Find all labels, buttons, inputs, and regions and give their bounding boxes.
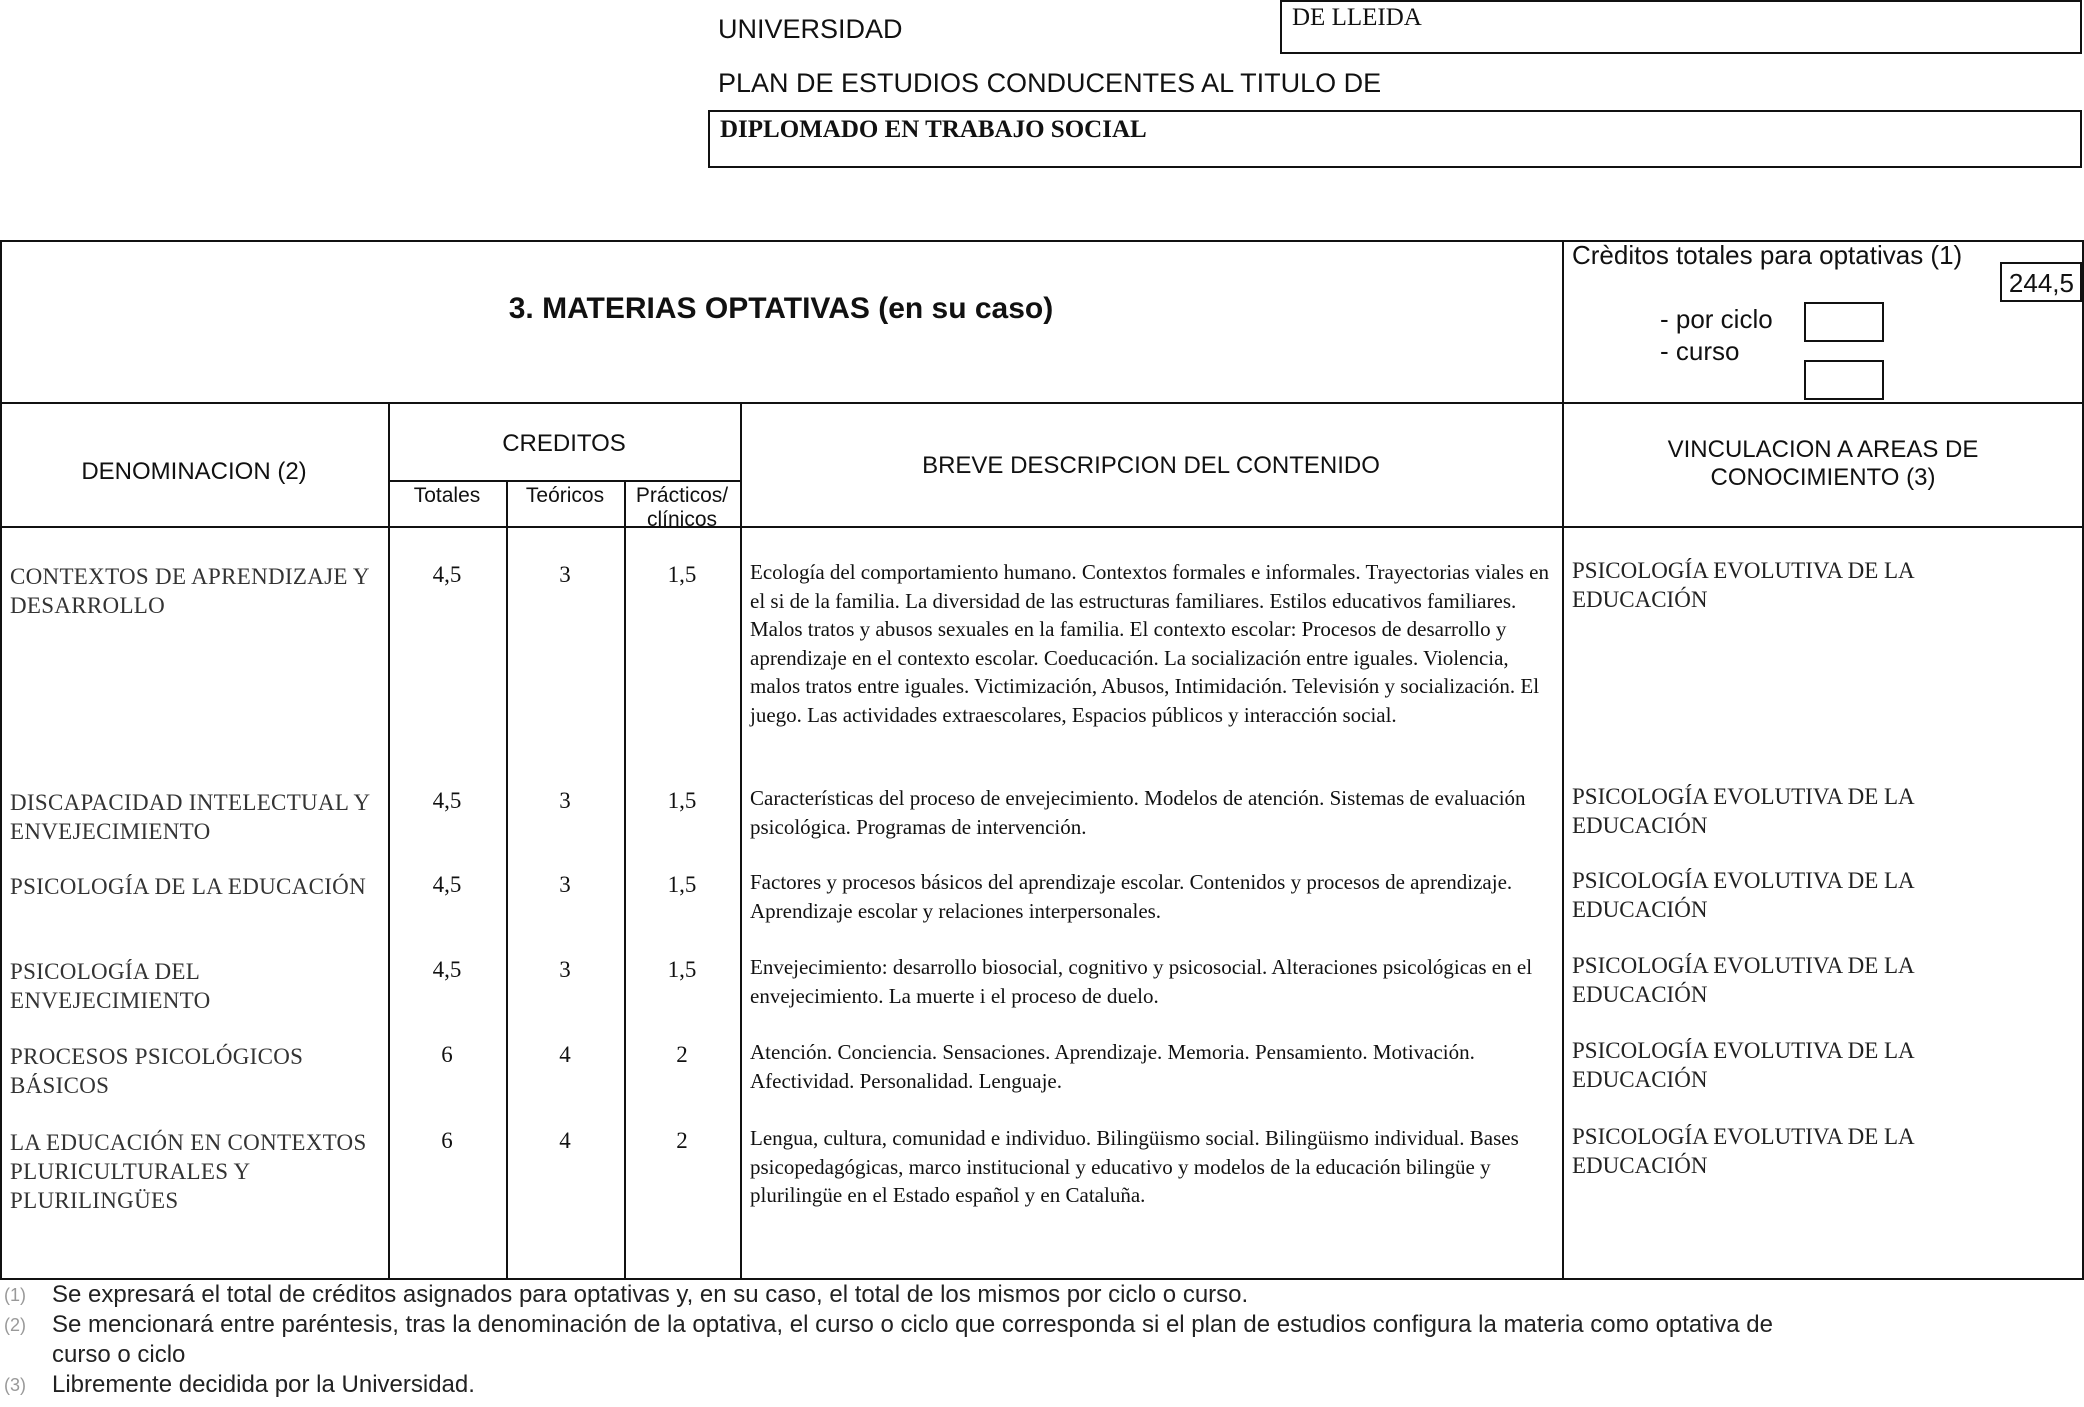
knowledge-area: PSICOLOGÍA EVOLUTIVA DE LA EDUCACIÓN [1572,558,1914,612]
credits-practicos: 1,5 [667,957,697,982]
totales-column-divider [388,402,390,1280]
header-totales: Totales [413,484,481,507]
credits-teoricos: 3 [559,788,571,813]
header-descripcion: BREVE DESCRIPCION DEL CONTENIDO [922,452,1380,479]
header-vinculacion-line1: VINCULACION A AREAS DE [1667,436,1979,463]
university-value: DE LLEIDA [1292,4,1422,31]
teoricos-column-divider [506,480,508,1280]
header-practicos-line1: Prácticos/ [635,484,729,507]
section-title: 3. MATERIAS OPTATIVAS (en su caso) [508,292,1054,325]
header-practicos-line2: clínicos [646,508,718,531]
footnote-3-mark: (3) [4,1375,26,1395]
header-vinculacion-line2: CONOCIMIENTO (3) [1710,464,1936,491]
subject-name: PSICOLOGÍA DE LA EDUCACIÓN [10,874,367,899]
footnote-3: Libremente decidida por la Universidad. [52,1371,475,1398]
footnote-2-mark: (2) [4,1315,26,1335]
credits-teoricos: 3 [559,872,571,897]
practicos-column-divider [624,480,626,1280]
header-teoricos: Teóricos [525,484,605,507]
footnote-1: Se expresará el total de créditos asignados para optativas y, en su caso, el total de los mismos por ciclo o curso. [52,1281,1249,1308]
footnote-2: Se mencionará entre paréntesis, tras la denominación de la optativa, el curso o ciclo que corresponda si el plan de estudios configura la materia como optativa de [52,1311,1773,1338]
credits-totales: 6 [441,1042,453,1067]
knowledge-area: PSICOLOGÍA EVOLUTIVA DE LA EDUCACIÓN [1572,784,1914,838]
credits-practicos: 2 [676,1128,688,1153]
credits-practicos: 2 [676,1042,688,1067]
credits-practicos: 1,5 [667,788,697,813]
university-field [1280,0,2082,54]
knowledge-area: PSICOLOGÍA EVOLUTIVA DE LA EDUCACIÓN [1572,868,1914,922]
credits-teoricos: 3 [559,562,571,587]
degree-value: DIPLOMADO EN TRABAJO SOCIAL [720,116,1147,143]
total-credits-label: Crèditos totales para optativas (1) [1572,240,1963,270]
header-vinculacion [1562,436,2084,492]
subject-description: Ecología del comportamiento humano. Contextos formales e informales. Trayectorias viales en el si de la familia. La diversidad de las estructuras familiares. Estilos educativos familiares. Malos tratos y abusos sexuales en la familia. El contexto escolar: Procesos de desarrollo y aprendizaje en el contexto escolar. Coeducación. La socialización entre iguales. Violencia, malos tratos entre iguales. Victimización, Abusos, Intimidación. Televisión y socialización. El juego. Las actividades extraescolares, Espacios públicos y interacción social. [750,560,1549,727]
subject-name: LA EDUCACIÓN EN CONTEXTOS PLURICULTURALES Y PLURILINGÜES [10,1130,367,1213]
per-course-label: - curso [1660,336,1740,366]
credits-teoricos: 3 [559,957,571,982]
knowledge-area: PSICOLOGÍA EVOLUTIVA DE LA EDUCACIÓN [1572,1124,1914,1178]
header-creditos: CREDITOS [502,430,626,457]
description-column-divider [740,402,742,1280]
per-cycle-box [1804,302,1884,342]
subject-name: PROCESOS PSICOLÓGICOS BÁSICOS [10,1044,304,1098]
per-course-box [1804,360,1884,400]
header-denominacion: DENOMINACION (2) [81,458,307,485]
subject-name: CONTEXTOS DE APRENDIZAJE Y DESARROLLO [10,564,369,618]
header-row-divider [0,526,2084,528]
subject-name: PSICOLOGÍA DEL ENVEJECIMIENTO [10,959,211,1013]
subject-name: DISCAPACIDAD INTELECTUAL Y ENVEJECIMIENTO [10,790,370,844]
credits-practicos: 1,5 [667,872,697,897]
per-cycle-label: - por ciclo [1660,304,1773,334]
credits-totales: 4,5 [432,872,462,897]
credits-teoricos: 4 [559,1128,571,1153]
total-credits-value: 244,5 [2008,268,2074,298]
plan-label: PLAN DE ESTUDIOS CONDUCENTES AL TITULO DE [718,68,1382,98]
credits-totales: 4,5 [432,957,462,982]
credits-totales: 4,5 [432,788,462,813]
header-practicos [624,484,740,532]
total-credits-box [2000,262,2082,302]
knowledge-area: PSICOLOGÍA EVOLUTIVA DE LA EDUCACIÓN [1572,1038,1914,1092]
credits-totales: 6 [441,1128,453,1153]
title-row-divider [0,402,2084,404]
subject-description: Envejecimiento: desarrollo biosocial, cognitivo y psicosocial. Alteraciones psicológicas en el envejecimiento. La muerte i el proceso de duelo. [750,955,1533,1008]
footnote-1-mark: (1) [4,1285,26,1305]
subject-description: Lengua, cultura, comunidad e individuo. Bilingüismo social. Bilingüismo individual. Bases psicopedagógicas, marco institucional y educativo y modelos de la educación bilingüe y plurilingüe en el Estado español y en Cataluña. [750,1126,1519,1208]
knowledge-area: PSICOLOGÍA EVOLUTIVA DE LA EDUCACIÓN [1572,953,1914,1007]
footnote-2-continued: curso o ciclo [52,1341,186,1368]
subject-description: Factores y procesos básicos del aprendizaje escolar. Contenidos y procesos de aprendizaje. Aprendizaje escolar y relaciones interpersonales. [750,870,1513,923]
subject-description: Atención. Conciencia. Sensaciones. Aprendizaje. Memoria. Pensamiento. Motivación. Afectividad. Personalidad. Lenguaje. [750,1040,1475,1093]
subject-description: Características del proceso de envejecimiento. Modelos de atención. Sistemas de evaluación psicológica. Programas de intervención. [750,786,1526,839]
university-label: UNIVERSIDAD [718,14,903,44]
area-column-divider [1562,240,1564,1280]
credits-totales: 4,5 [432,562,462,587]
degree-field [708,110,2082,168]
credits-practicos: 1,5 [667,562,697,587]
credits-teoricos: 4 [559,1042,571,1067]
optional-subjects-table [0,240,2084,1280]
credits-subheader-divider [388,480,740,482]
